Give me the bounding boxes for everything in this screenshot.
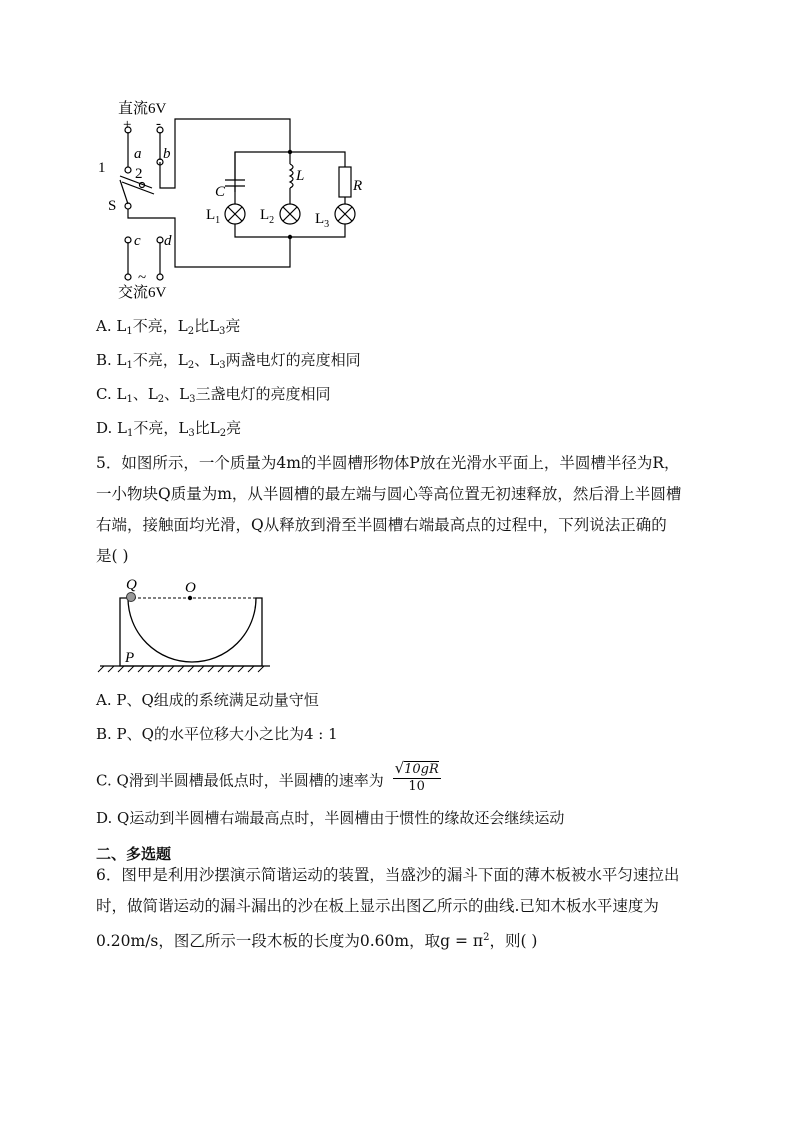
lamp2-label: $L_2$ — [260, 207, 275, 226]
switch-pos-1: 1 — [98, 160, 106, 176]
inductor-label: L — [296, 168, 305, 184]
section-heading: 二、多选题 — [96, 845, 172, 863]
trough-p-label: P — [125, 650, 135, 666]
lamp3-label: $L_3$ — [315, 211, 330, 230]
contact-a: a — [134, 146, 142, 162]
q4-option-c: C. $L_1$、$L_2$、$L_3$三盏电灯的亮度相同 — [96, 385, 331, 405]
ac-label: 交流6V — [118, 285, 167, 301]
resistor-label: R — [353, 178, 363, 194]
q5-line-4: 是( ) — [96, 547, 129, 565]
velocity-fraction: $\frac{√10gR}{10}$ — [394, 759, 439, 794]
contact-c: c — [134, 233, 141, 249]
minus-sign: - — [156, 116, 161, 132]
contact-b: b — [163, 146, 171, 162]
q4-option-d: D. $L_1$不亮，$L_3$比$L_2$亮 — [96, 419, 242, 439]
capacitor-label: C — [215, 184, 226, 200]
q5-line-3: 右端，接触面均光滑，Q从释放到滑至半圆槽右端最高点的过程中，下列说法正确的 — [96, 516, 667, 534]
dc-label: 直流6V — [118, 101, 167, 117]
block-q-label: Q — [126, 577, 137, 593]
lamp1-label: $L_1$ — [206, 207, 221, 226]
q4-option-b: B. $L_1$不亮，$L_2$、$L_3$两盏电灯的亮度相同 — [96, 351, 361, 371]
q4-option-a: A. $L_1$不亮，$L_2$比$L_3$亮 — [96, 317, 241, 337]
q5-stem — [96, 448, 716, 572]
q6-line-2: 时，做简谐运动的漏斗漏出的沙在板上显示出图乙所示的曲线.已知木板水平速度为 — [96, 897, 659, 915]
plus-sign: + — [123, 117, 132, 133]
q6-line-3: 0.20m/s，图乙所示一段木板的长度为0.60m，取$g = \pi^2$，则( ) — [96, 932, 538, 951]
q5-option-c: C. Q滑到半圆槽最低点时，半圆槽的速率为 $\frac{√10gR}{10}$ — [96, 759, 439, 794]
circuit-diagram — [90, 92, 380, 307]
q6-line-1: 6．图甲是利用沙摆演示简谐运动的装置，当盛沙的漏斗下面的薄木板被水平匀速拉出 — [96, 866, 680, 884]
q5-line-1: 5．如图所示，一个质量为4m的半圆槽形物体P放在光滑水平面上，半圆槽半径为R， — [96, 454, 680, 472]
half-pipe-figure — [92, 576, 272, 676]
q6-stem — [96, 860, 716, 957]
switch-label: S — [108, 198, 117, 214]
tilde-sign: ~ — [138, 270, 147, 286]
q5-option-b: B. P、Q的水平位移大小之比为4 : 1 — [96, 725, 338, 743]
switch-pos-2: 2 — [135, 166, 143, 182]
q5-option-d: D. Q运动到半圆槽右端最高点时，半圆槽由于惯性的缘故还会继续运动 — [96, 809, 565, 827]
q5-option-a: A. P、Q组成的系统满足动量守恒 — [96, 691, 319, 709]
contact-d: d — [164, 233, 172, 249]
center-o-label: O — [185, 580, 196, 596]
q5-line-2: 一小物块Q质量为m，从半圆槽的最左端与圆心等高位置无初速释放，然后滑上半圆槽 — [96, 485, 682, 503]
